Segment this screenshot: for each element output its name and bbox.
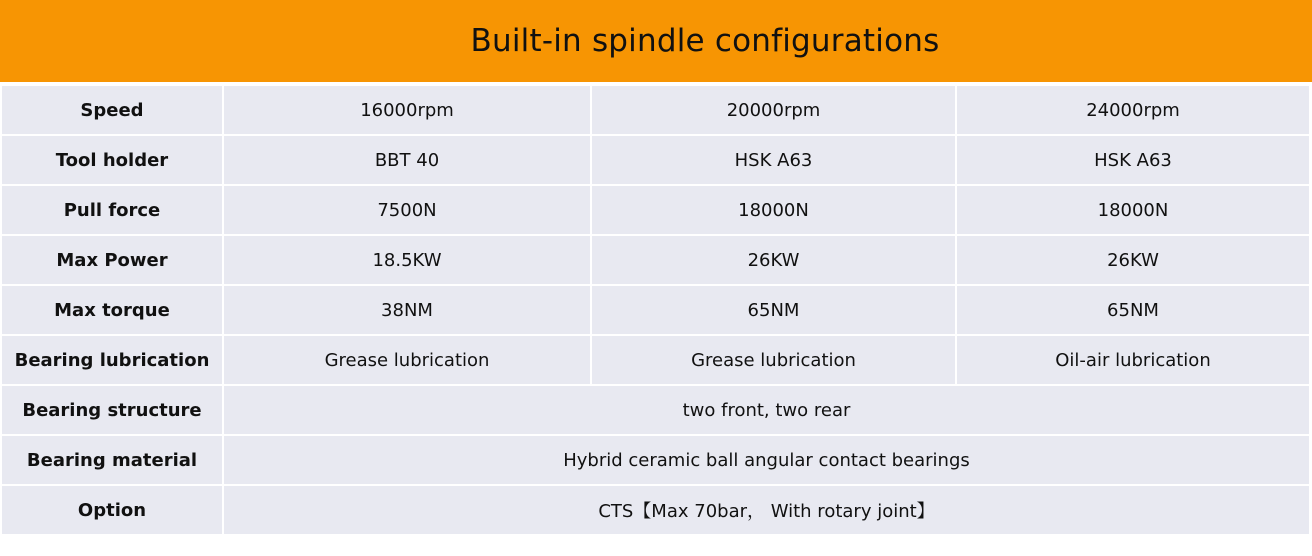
cell-bearing-lubrication-2: Grease lubrication [591,335,956,385]
spindle-spec-table [0,84,1311,536]
cell-pull-force-1: 7500N [223,185,591,235]
table-row-tool-holder [1,135,1310,185]
cell-max-torque-1: 38NM [223,285,591,335]
table-row-max-torque [1,285,1310,335]
row-label-option: Option [1,485,223,535]
cell-pull-force-3: 18000N [956,185,1310,235]
cell-bearing-structure: two front, two rear [223,385,1310,435]
table-row-option [1,485,1310,535]
row-label-max-torque: Max torque [1,285,223,335]
row-label-bearing-material: Bearing material [1,435,223,485]
row-label-tool-holder: Tool holder [1,135,223,185]
cell-max-power-1: 18.5KW [223,235,591,285]
cell-max-power-3: 26KW [956,235,1310,285]
table-row-speed [1,85,1310,135]
table-row-bearing-material [1,435,1310,485]
cell-speed-2: 20000rpm [591,85,956,135]
row-label-max-power: Max Power [1,235,223,285]
table-row-bearing-structure [1,385,1310,435]
row-label-pull-force: Pull force [1,185,223,235]
page-title: Built-in spindle configurations [470,23,940,59]
table-row-pull-force [1,185,1310,235]
cell-pull-force-2: 18000N [591,185,956,235]
cell-option: CTS【Max 70bar， With rotary joint】 [223,485,1310,535]
cell-max-torque-3: 65NM [956,285,1310,335]
cell-tool-holder-3: HSK A63 [956,135,1310,185]
row-label-speed: Speed [1,85,223,135]
cell-max-torque-2: 65NM [591,285,956,335]
cell-speed-1: 16000rpm [223,85,591,135]
cell-max-power-2: 26KW [591,235,956,285]
cell-bearing-lubrication-1: Grease lubrication [223,335,591,385]
cell-tool-holder-1: BBT 40 [223,135,591,185]
row-label-bearing-structure: Bearing structure [1,385,223,435]
row-label-bearing-lubrication: Bearing lubrication [1,335,223,385]
cell-bearing-material: Hybrid ceramic ball angular contact bearings [223,435,1310,485]
title-banner [0,0,1312,82]
cell-speed-3: 24000rpm [956,85,1310,135]
table-row-max-power [1,235,1310,285]
table-row-bearing-lubrication [1,335,1310,385]
cell-bearing-lubrication-3: Oil-air lubrication [956,335,1310,385]
cell-tool-holder-2: HSK A63 [591,135,956,185]
